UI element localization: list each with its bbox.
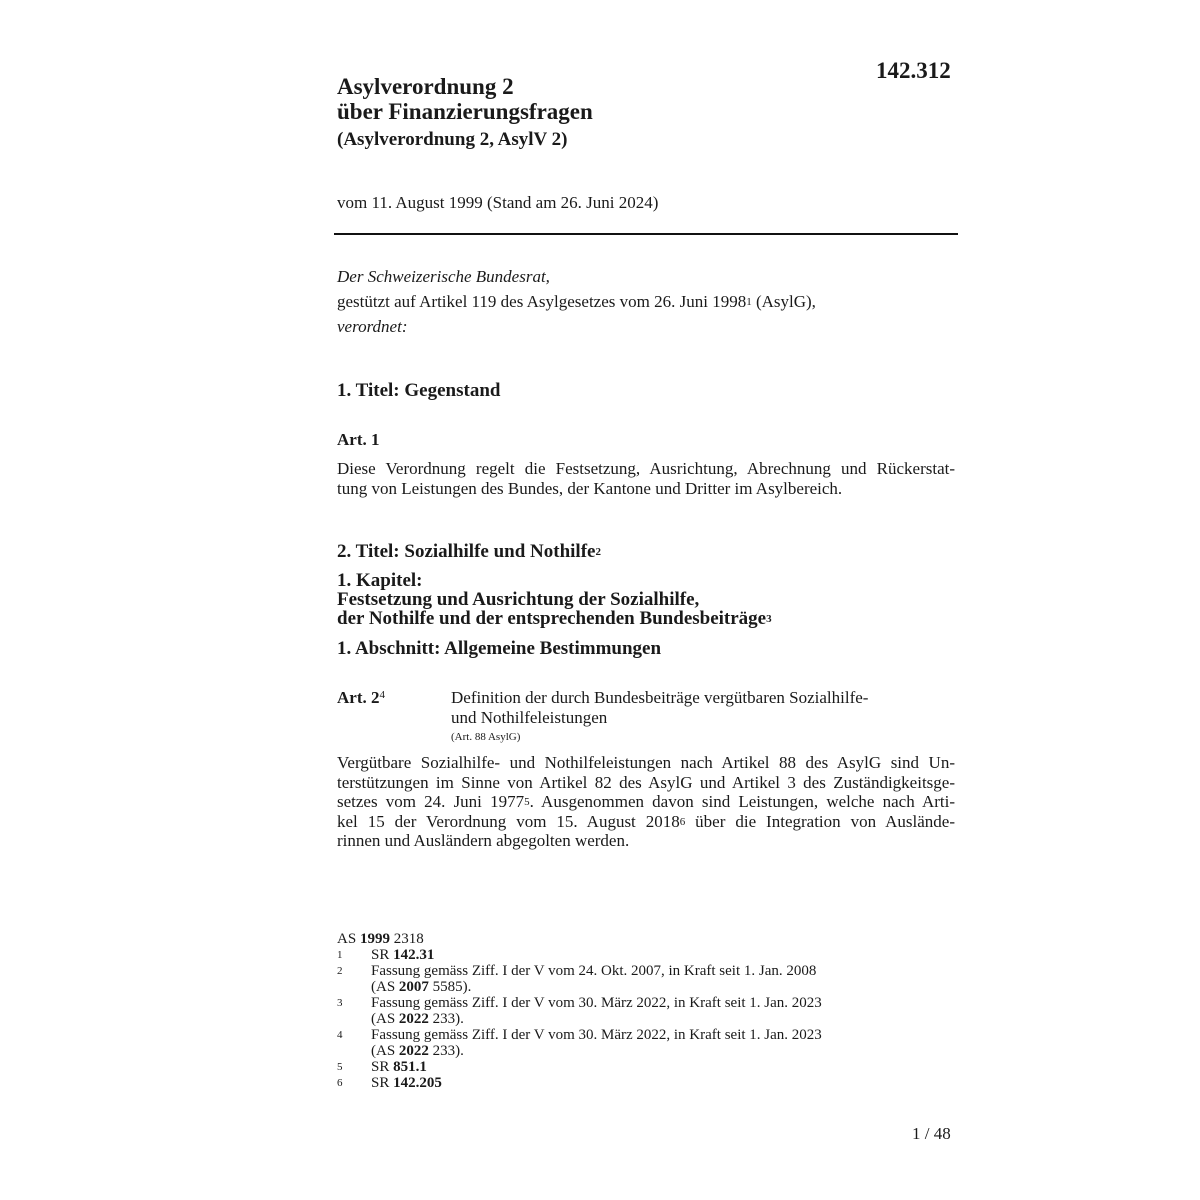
preamble <box>337 264 816 339</box>
art-2-reference: (Art. 88 AsylG) <box>451 731 521 743</box>
official-compilation-ref: AS 1999 2318 <box>337 931 424 947</box>
art-1-line: Diese Verordnung regelt die Festsetzung, Ausrichtung, Abrechnung und Rückerstat- <box>337 459 955 478</box>
art-1-label: Art. 1 <box>337 430 380 449</box>
footnotes <box>337 931 822 1091</box>
page-number: 1 / 48 <box>912 1124 951 1143</box>
art-2-line: setzes vom 24. Juni 1977$^5$. Ausgenommen davon sind Leistungen, welche nach Arti- <box>337 792 955 812</box>
art-1-text <box>337 459 955 498</box>
footnote-item: 4 Fassung gemäss Ziff. I der V vom 30. März 2022, in Kraft seit 1. Jan. 2023 (AS 2022 233). <box>337 1027 822 1059</box>
art-2-title: Definition der durch Bundesbeiträge vergütbaren Sozialhilfe- und Nothilfeleistungen (Art. 88 AsylG) <box>451 688 869 743</box>
footnote-ref-5[interactable]: 5 <box>524 796 530 809</box>
title-2-heading: 2. Titel: Sozialhilfe und Nothilfe$^2$ <box>337 541 601 562</box>
header-divider <box>334 233 958 235</box>
footnote-item: 3 Fassung gemäss Ziff. I der V vom 30. März 2022, in Kraft seit 1. Jan. 2023 (AS 2022 233). <box>337 995 822 1027</box>
footnote-ref-4[interactable]: 4 <box>379 689 385 701</box>
footnote-item: 1 SR 142.31 <box>337 947 435 963</box>
chapter-1-heading: 1. Kapitel: Festsetzung und Ausrichtung der Sozialhilfe, der Nothilfe und der entsprechenden Bundesbeiträge$^3$ <box>337 570 772 629</box>
preamble-decree: verordnet: <box>337 317 408 336</box>
art-2-line: Vergütbare Sozialhilfe- und Nothilfeleistungen nach Artikel 88 des AsylG sind Un- <box>337 753 955 772</box>
art-2-text <box>337 753 955 851</box>
document-title <box>337 74 593 151</box>
title-line-1: Asylverordnung 2 <box>337 74 514 99</box>
sr-number: 142.312 <box>876 58 951 83</box>
art-2-line: terstützungen im Sinne von Artikel 82 des AsylG und Artikel 3 des Zuständigkeitsge- <box>337 772 955 792</box>
preamble-authority: Der Schweizerische Bundesrat, <box>337 267 550 286</box>
art-2-line: kel 15 der Verordnung vom 15. August 2018$^6$ über die Integration von Auslände- <box>337 811 955 831</box>
art-2-label: Art. $2^4$ <box>337 688 385 707</box>
footnote-ref-6[interactable]: 6 <box>679 815 686 828</box>
footnote-ref-2[interactable]: 2 <box>595 546 601 558</box>
short-title: (Asylverordnung 2, AsylV 2) <box>337 129 568 150</box>
date-line: vom 11. August 1999 (Stand am 26. Juni 2024) <box>337 193 659 212</box>
section-1-heading: 1. Abschnitt: Allgemeine Bestimmungen <box>337 638 662 659</box>
preamble-basis: gestützt auf Artikel 119 des Asylgesetzes vom 26. Juni 1998$^1$ (AsylG), <box>337 292 816 311</box>
footnote-item: 2 Fassung gemäss Ziff. I der V vom 24. Okt. 2007, in Kraft seit 1. Jan. 2008 (AS 2007 5585). <box>337 963 817 995</box>
footnote-item: 5 SR 851.1 <box>337 1059 427 1075</box>
art-2-line: rinnen und Ausländern abgegolten werden. <box>337 831 630 851</box>
footnote-ref-3[interactable]: 3 <box>766 613 772 625</box>
title-1-heading: 1. Titel: Gegenstand <box>337 380 501 401</box>
title-line-2: über Finanzierungsfragen <box>337 99 593 124</box>
art-1-line: tung von Leistungen des Bundes, der Kantone und Dritter im Asylbereich. <box>337 478 843 498</box>
footnote-ref-1[interactable]: 1 <box>746 296 752 308</box>
footnote-item: 6 SR 142.205 <box>337 1075 442 1091</box>
